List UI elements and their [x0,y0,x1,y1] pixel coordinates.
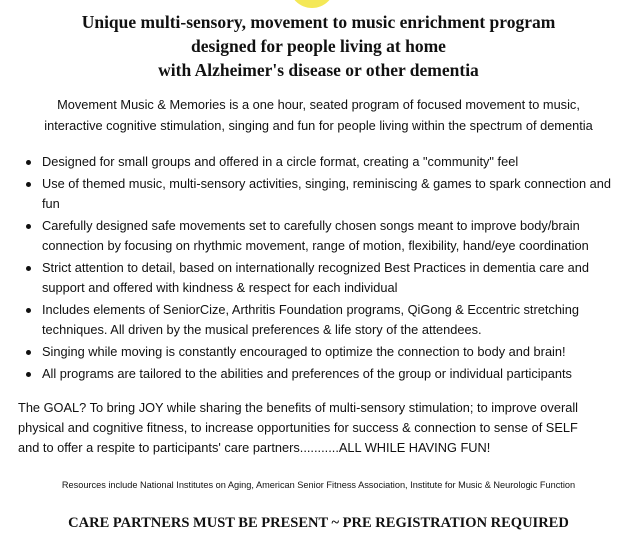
bullet-text-continued: support and offered with kindness & respect for each individual [42,280,398,295]
headline-line-3: with Alzheimer's disease or other dementia [158,60,479,80]
bullet-text: Designed for small groups and offered in a circle format, creating a "community" feel [42,154,519,169]
footer-requirements: CARE PARTNERS MUST BE PRESENT ~ PRE REGISTRATION REQUIRED [68,515,569,531]
headline-line-1: Unique multi-sensory, movement to music enrichment program [81,12,556,32]
bullet-dot-icon [26,182,31,187]
goal-line-2: physical and cognitive fitness, to increase opportunities for success & connection to sense of SELF [18,420,578,435]
bullet-item [22,152,632,172]
bullet-item [22,174,632,214]
goal-line-1: The GOAL? To bring JOY while sharing the benefits of multi-sensory stimulation; to improve overall [18,400,579,415]
feature-bullet-list [22,152,632,386]
bullet-dot-icon [26,308,31,313]
bullet-dot-icon [26,350,31,355]
headline-line-2: designed for people living at home [191,36,446,56]
bullet-item [22,258,632,298]
bullet-text: Use of themed music, multi-sensory activities, singing, reminiscing & games to spark connection and [42,176,611,191]
bullet-text-continued: connection by focusing on rhythmic movement, range of motion, flexibility, hand/eye coordination [42,238,589,253]
bullet-dot-icon [26,266,31,271]
intro-line-2: interactive cognitive stimulation, singing and fun for people living within the spectrum of dementia [44,118,593,133]
intro-line-1: Movement Music & Memories is a one hour, seated program of focused movement to music, [57,97,580,112]
bullet-text: Includes elements of SeniorCize, Arthritis Foundation programs, QiGong & Eccentric stretching [42,302,580,317]
resources-note: Resources include National Institutes on Aging, American Senior Fitness Association, Institute for Music & Neurologic Function [61,480,576,490]
bullet-text: Strict attention to detail, based on internationally recognized Best Practices in dementia care and [42,260,590,275]
bullet-item [22,342,632,362]
bullet-dot-icon [26,160,31,165]
bullet-dot-icon [26,224,31,229]
goal-line-3: and to offer a respite to participants' care partners...........ALL WHILE HAVING FUN! [18,440,491,455]
decorative-sun-graphic [289,0,335,8]
goal-paragraph [18,398,630,458]
bullet-text: Singing while moving is constantly encouraged to optimize the connection to body and brain! [42,344,566,359]
intro-paragraph [0,94,637,136]
bullet-text: Carefully designed safe movements set to carefully chosen songs meant to improve body/brain [42,218,580,233]
bullet-text-continued: fun [42,196,60,211]
bullet-item [22,216,632,256]
bullet-text-continued: techniques. All driven by the musical preferences & life story of the attendees. [42,322,482,337]
bullet-item [22,364,632,384]
bullet-text: All programs are tailored to the abilities and preferences of the group or individual participants [42,366,572,381]
bullet-dot-icon [26,372,31,377]
bullet-item [22,300,632,340]
headline [0,10,637,82]
